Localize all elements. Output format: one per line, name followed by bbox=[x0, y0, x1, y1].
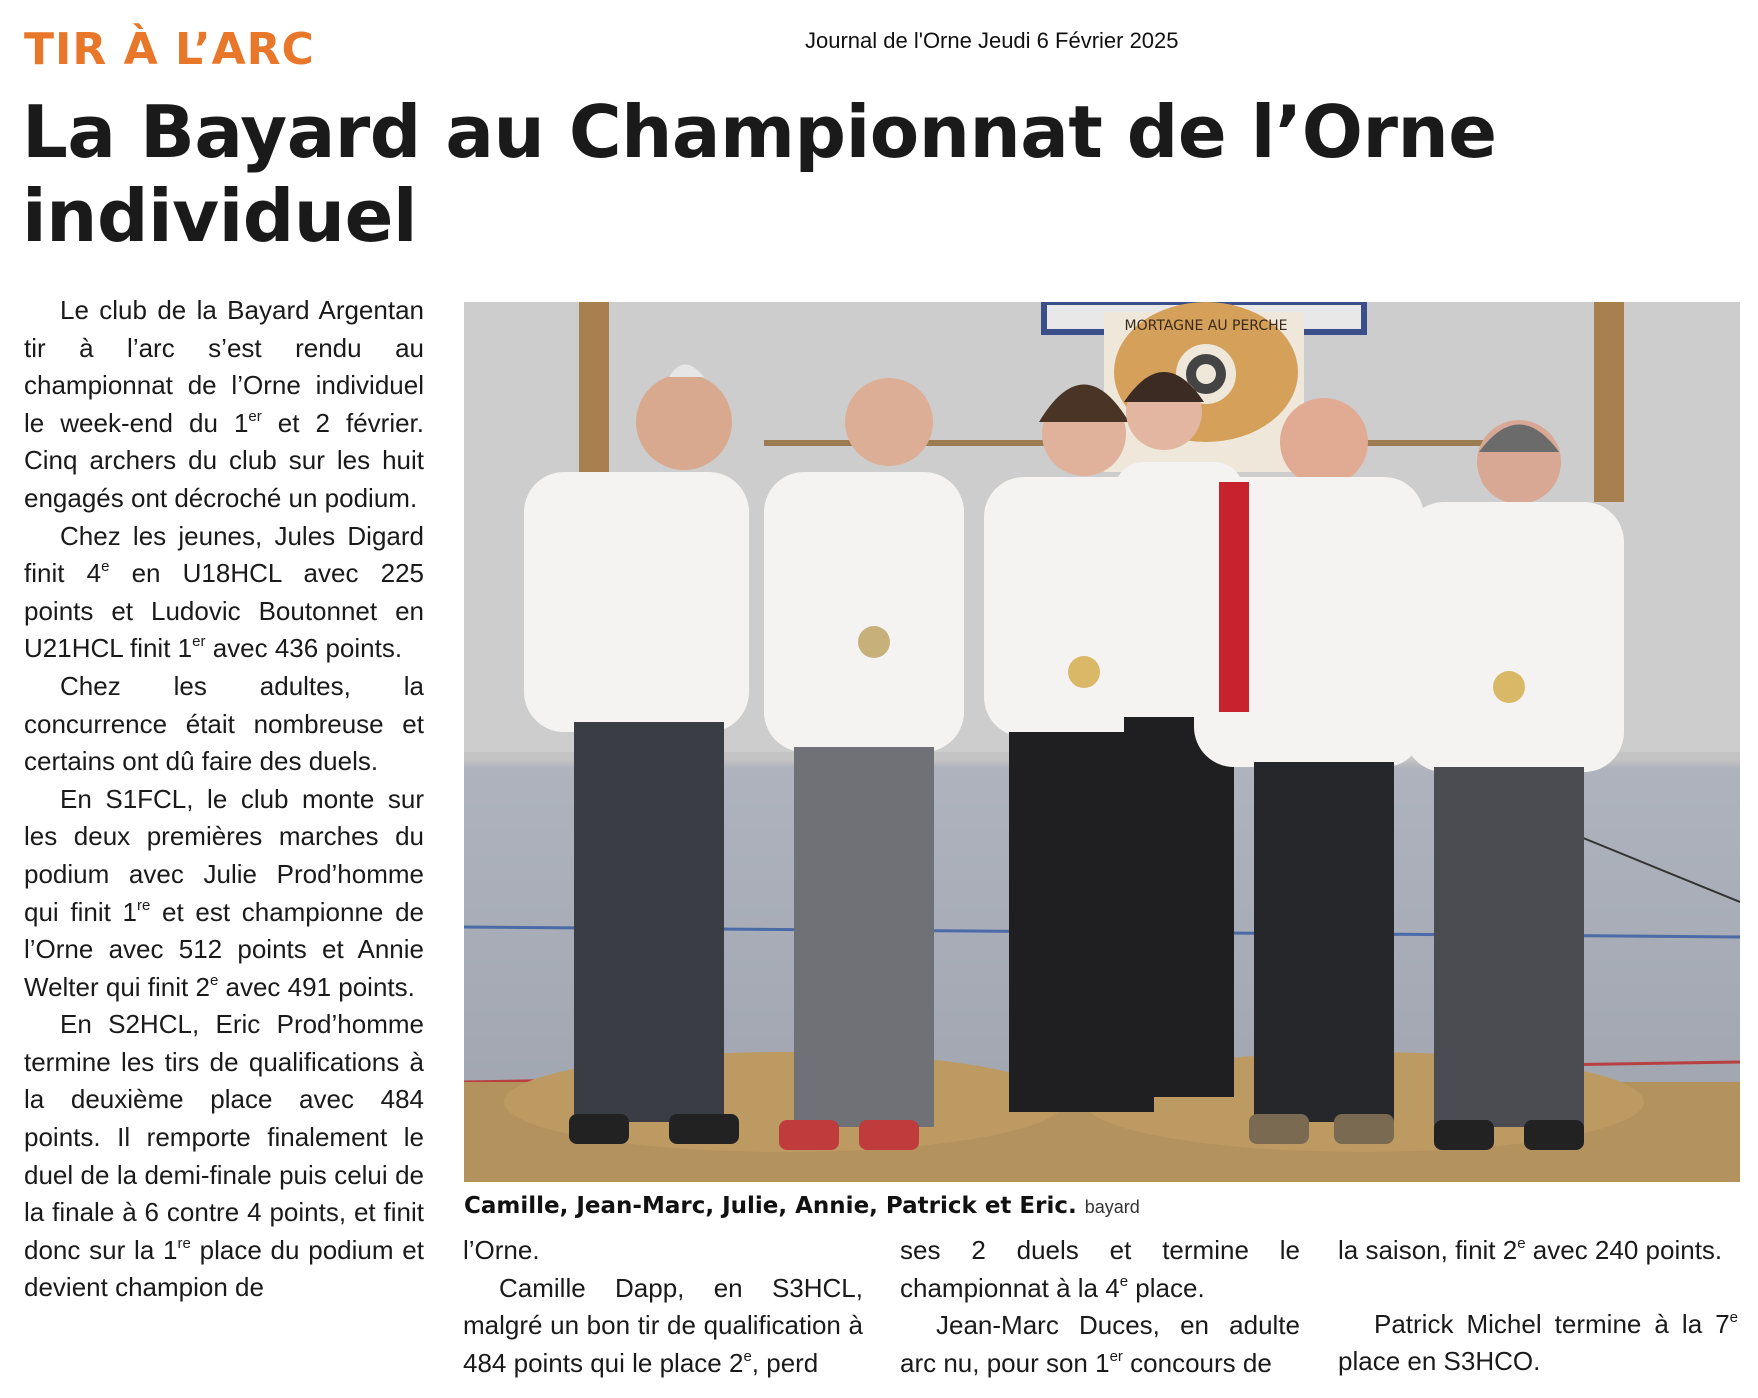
publication-dateline: Journal de l'Orne Jeudi 6 Février 2025 bbox=[805, 28, 1179, 53]
paragraph: Camille Dapp, en S3HCL, malgré un bon tir de qualification à 484 points qui le place 2e, perd bbox=[463, 1272, 863, 1378]
team-photo bbox=[464, 302, 1740, 1182]
paragraph: Chez les jeunes, Jules Digard finit 4e en U18HCL avec 225 points et Ludovic Boutonnet en U21HCL finit 1er avec 436 points. bbox=[24, 520, 424, 664]
paragraph: En S1FCL, le club monte sur les deux premières marches du podium avec Julie Prod’homme qui finit 1re et est championne de l’Orne avec 512 points et Annie Welter qui finit 2e avec 491 points. bbox=[24, 783, 424, 1002]
article-column-3 bbox=[900, 1232, 1300, 1382]
article-headline: La Bayard au Championnat de l’Orne individuel bbox=[22, 90, 1497, 258]
photo-caption bbox=[464, 1190, 1740, 1223]
paragraph: Chez les adultes, la concurrence était nombreuse et certains ont dû faire des duels. bbox=[24, 670, 424, 777]
article-column-2 bbox=[463, 1232, 863, 1382]
svg-text:MORTAGNE AU PERCHE: MORTAGNE AU PERCHE bbox=[1124, 318, 1288, 334]
photo-credit: bayard bbox=[1084, 1197, 1140, 1217]
paragraph: ses 2 duels et termine le championnat à la 4e place. bbox=[900, 1235, 1300, 1303]
paragraph: Le club de la Bayard Argentan tir à l’arc s’est rendu au championnat de l’Orne individuel le week-end du 1er et 2 février. Cinq archers du club sur les huit engagés ont décroché un podium. bbox=[24, 295, 424, 513]
paragraph: Jean-Marc Duces, en adulte arc nu, pour son 1er concours de bbox=[900, 1310, 1300, 1378]
paragraph: En S2HCL, Eric Prod’homme termine les tirs de qualifications à la deuxième place avec 484 points. Il remporte finalement le duel de la demi-finale puis celui de la finale à 6 contre 4 points, et finit donc sur la 1re place du podium et devient champion de bbox=[24, 1009, 424, 1303]
paragraph: l’Orne. bbox=[463, 1235, 540, 1265]
target-banner bbox=[1104, 302, 1304, 472]
archer-camille bbox=[524, 365, 749, 1145]
section-rubric: TIR À L’ARC bbox=[24, 24, 315, 75]
archer-eric bbox=[1404, 420, 1624, 1150]
article-column-1 bbox=[24, 292, 424, 1307]
article-column-4 bbox=[1338, 1232, 1738, 1381]
paragraph: la saison, finit 2e avec 240 points. bbox=[1338, 1235, 1723, 1265]
paragraph: Patrick Michel termine à la 7e place en S3HCO. bbox=[1338, 1308, 1738, 1377]
caption-names: Camille, Jean-Marc, Julie, Annie, Patrick et Eric. bbox=[464, 1193, 1077, 1219]
archer-jean-marc bbox=[764, 378, 964, 1150]
